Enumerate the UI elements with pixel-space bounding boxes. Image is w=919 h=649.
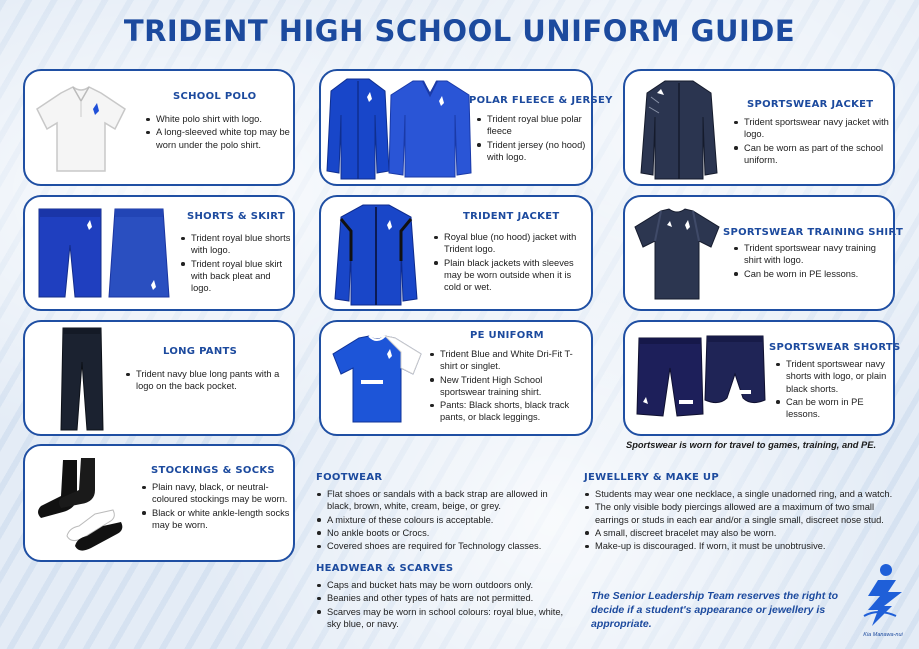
list-item: Trident Blue and White Dri-Fit T-shirt or singlet. [429,348,587,373]
jewellery-heading: JEWELLERY & MAKE UP [584,472,719,483]
long-pants-image [57,326,107,434]
list-item: New Trident High School sportswear training shirt. [429,374,587,399]
slt-note: The Senior Leadership Team reserves the right to decide if a student's appearance or jewellery is appropriate. [591,590,839,630]
list-item: Beanies and other types of hats are not permitted. [316,592,570,604]
training-shirt-image [631,205,723,305]
polo-bullets [145,113,293,152]
list-item: Trident royal blue shorts with logo. [180,232,292,257]
list-item: A small, discreet bracelet may also be worn. [584,527,894,539]
card-sportswear-shorts [623,320,901,436]
skirt-image [107,205,171,305]
fleece-heading: POLAR FLEECE & JERSEY [469,95,613,106]
headwear-section [316,563,570,631]
headwear-bullets [316,579,570,630]
list-item: The only visible body piercings allowed are a maximum of two small earrings or studs in each ear and/or a single small, discreet nose stud. [584,501,894,526]
list-item: Make-up is discouraged. If worn, it must be unobtrusive. [584,540,894,552]
list-item: White polo shirt with logo. [145,113,293,125]
card-fleece-jersey [319,69,613,186]
card-training-shirt [623,195,904,311]
list-item: Trident sportswear navy shorts with logo, or plain black shorts. [775,358,891,395]
sports-shorts-image [635,334,767,422]
list-item: Trident royal blue skirt with back pleat and logo. [180,258,292,295]
card-trident-jacket [319,195,593,311]
list-item: Royal blue (no hood) jacket with Trident logo. [433,231,585,256]
jersey-image [387,77,473,181]
stockings-heading: STOCKINGS & SOCKS [151,465,275,476]
footwear-section [316,472,570,553]
list-item: A long-sleeved white top may be worn under the polo shirt. [145,126,293,151]
sports-jacket-heading: SPORTSWEAR JACKET [747,99,874,110]
list-item: Plain navy, black, or neutral-coloured stockings may be worn. [141,481,291,506]
fleece-image [325,75,391,183]
jewellery-section [584,472,894,553]
footwear-heading: FOOTWEAR [316,472,383,483]
trident-jacket-image [331,201,421,309]
logo-motto: Kia Manawa-nui [863,632,903,638]
sports-jacket-bullets [733,116,893,167]
shorts-image [35,205,105,305]
sports-shorts-heading: SPORTSWEAR SHORTS [769,342,901,353]
sports-shorts-bullets [775,358,891,421]
polo-shirt-image [31,79,131,179]
socks-image [33,456,133,556]
sports-jacket-image [637,77,721,183]
polo-heading: SCHOOL POLO [173,91,257,102]
trident-jacket-heading: TRIDENT JACKET [463,211,560,222]
jewellery-bullets [584,488,894,552]
list-item: Trident jersey (no hood) with logo. [476,139,588,164]
footwear-bullets [316,488,570,552]
sportswear-note: Sportswear is worn for travel to games, training, and PE. [626,440,877,450]
list-item: Trident navy blue long pants with a logo on the back pocket. [125,368,285,393]
long-pants-bullets [125,368,285,394]
pe-uniform-bullets [429,348,587,425]
list-item: Can be worn as part of the school uniform. [733,142,893,167]
headwear-heading: HEADWEAR & SCARVES [316,563,454,574]
list-item: Students may wear one necklace, a single unadorned ring, and a watch. [584,488,894,500]
list-item: A mixture of these colours is acceptable. [316,514,570,526]
list-item: Scarves may be worn in school colours: royal blue, white, sky blue, or navy. [316,606,570,631]
fleece-bullets [476,113,588,164]
card-long-pants [23,320,295,436]
list-item: Trident sportswear navy training shirt with logo. [733,242,891,267]
training-shirt-bullets [733,242,891,281]
card-stockings-socks [23,444,295,562]
trident-jacket-bullets [433,231,585,294]
list-item: Trident royal blue polar fleece [476,113,588,138]
page-title: TRIDENT HIGH SCHOOL UNIFORM GUIDE [123,14,796,48]
list-item: Plain black jackets with sleeves may be worn outside when it is cold or wet. [433,257,585,294]
pe-uniform-heading: PE UNIFORM [470,330,544,341]
list-item: Can be worn in PE lessons. [733,268,891,280]
shorts-skirt-heading: SHORTS & SKIRT [187,211,285,222]
list-item: Caps and bucket hats may be worn outdoors only. [316,579,570,591]
list-item: Covered shoes are required for Technology classes. [316,540,570,552]
list-item: No ankle boots or Crocs. [316,527,570,539]
card-pe-uniform [319,320,593,436]
long-pants-heading: LONG PANTS [163,346,238,357]
trident-logo [858,562,908,642]
training-shirt-heading: SPORTSWEAR TRAINING SHIRT [723,227,904,238]
list-item: Flat shoes or sandals with a back strap are allowed in black, brown, white, cream, beige, or grey. [316,488,570,513]
list-item: Black or white ankle-length socks may be worn. [141,507,291,532]
card-sportswear-jacket [623,69,895,186]
shorts-skirt-bullets [180,232,292,295]
list-item: Can be worn in PE lessons. [775,396,891,421]
card-school-polo [23,69,295,186]
list-item: Trident sportswear navy jacket with logo. [733,116,893,141]
pe-shirt-image [329,332,425,428]
card-shorts-skirt [23,195,295,311]
stockings-bullets [141,481,291,532]
list-item: Pants: Black shorts, black track pants, or black leggings. [429,399,587,424]
